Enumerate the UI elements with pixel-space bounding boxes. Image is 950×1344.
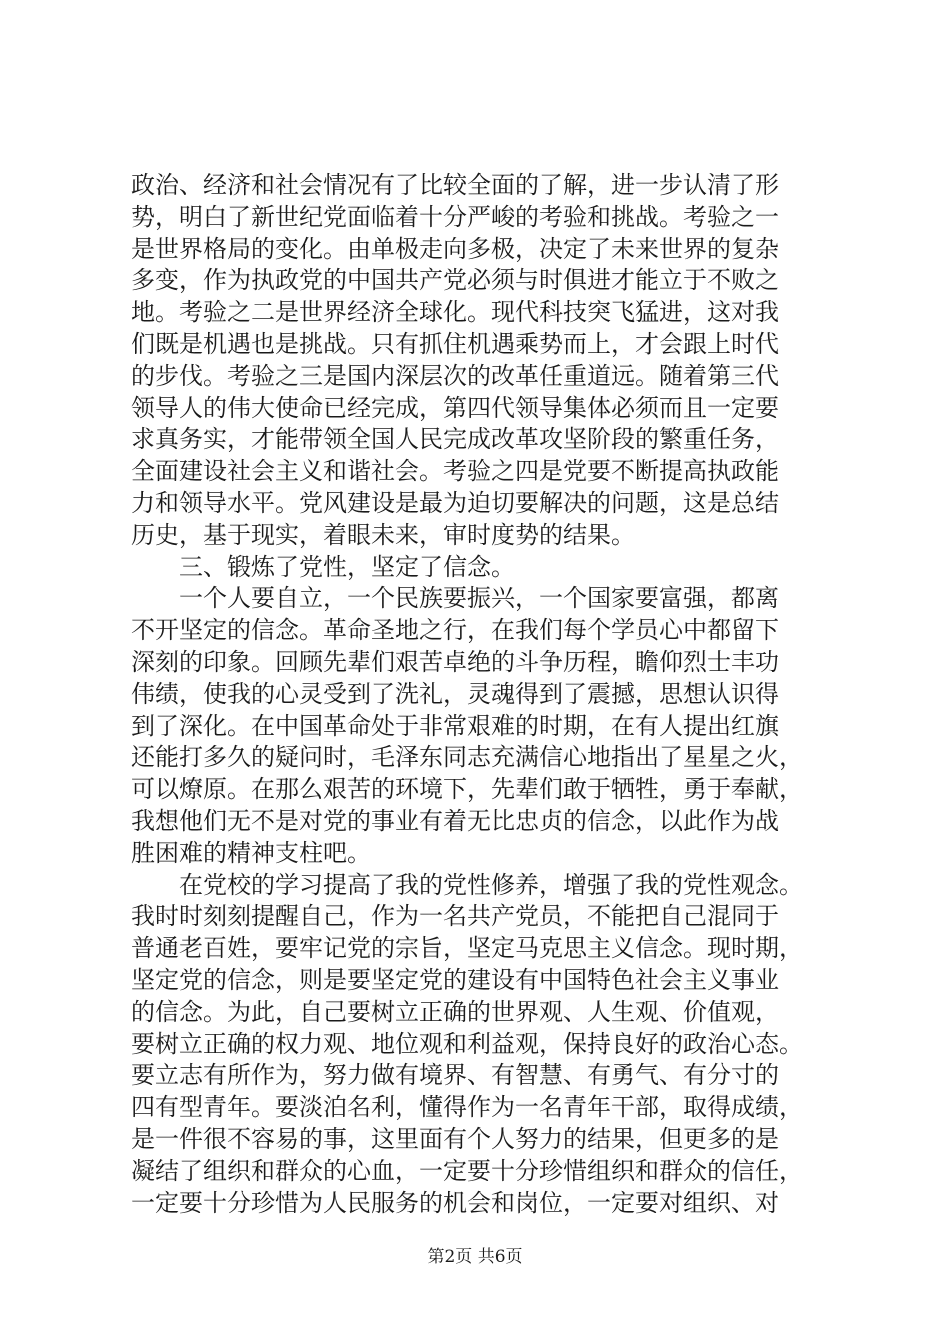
text-line: 坚定党的信念，则是要坚定党的建设有中国特色社会主义事业 (131, 965, 779, 994)
text-line: 全面建设社会主义和谐社会。考验之四是党要不断提高执政能 (131, 457, 779, 486)
text-line: 不开坚定的信念。革命圣地之行，在我们每个学员心中都留下 (131, 616, 779, 645)
text-line: 势，明白了新世纪党面临着十分严峻的考验和挑战。考验之一 (131, 202, 779, 231)
text-line: 可以燎原。在那么艰苦的环境下，先辈们敢于牺牲，勇于奉献， (131, 775, 803, 804)
text-line: 是一件很不容易的事，这里面有个人努力的结果，但更多的是 (131, 1124, 779, 1153)
text-line: 要树立正确的权力观、地位观和利益观，保持良好的政治心态。 (131, 1029, 803, 1058)
text-line: 力和领导水平。党风建设是最为迫切要解决的问题，这是总结 (131, 488, 779, 517)
text-line: 深刻的印象。回顾先辈们艰苦卓绝的斗争历程，瞻仰烈士丰功 (131, 647, 779, 676)
text-line: 凝结了组织和群众的心血，一定要十分珍惜组织和群众的信任， (131, 1156, 803, 1185)
text-line: 伟绩，使我的心灵受到了洗礼，灵魂得到了震撼，思想认识得 (131, 679, 779, 708)
text-line: 们既是机遇也是挑战。只有抓住机遇乘势而上，才会跟上时代 (131, 329, 779, 358)
text-line: 我时时刻刻提醒自己，作为一名共产党员，不能把自己混同于 (131, 902, 779, 931)
text-line: 领导人的伟大使命已经完成，第四代领导集体必须而且一定要 (131, 393, 779, 422)
text-line: 一个人要自立，一个民族要振兴，一个国家要富强，都离 (131, 584, 779, 613)
text-line: 的步伐。考验之三是国内深层次的改革任重道远。随着第三代 (131, 361, 779, 390)
text-line: 要立志有所作为，努力做有境界、有智慧、有勇气、有分寸的 (131, 1061, 779, 1090)
text-line: 胜困难的精神支柱吧。 (131, 838, 371, 867)
text-line: 我想他们无不是对党的事业有着无比忠贞的信念，以此作为战 (131, 806, 779, 835)
text-line: 是世界格局的变化。由单极走向多极，决定了未来世界的复杂 (131, 234, 779, 263)
text-line: 历史，基于现实，着眼未来，审时度势的结果。 (131, 520, 635, 549)
text-line: 一定要十分珍惜为人民服务的机会和岗位，一定要对组织、对 (131, 1188, 779, 1217)
text-line: 普通老百姓，要牢记党的宗旨，坚定马克思主义信念。现时期， (131, 934, 803, 963)
document-body (131, 170, 861, 1219)
section-heading: 三、锻炼了党性，坚定了信念。 (131, 552, 515, 581)
text-line: 政治、经济和社会情况有了比较全面的了解，进一步认清了形 (131, 171, 779, 199)
text-line: 求真务实，才能带领全国人民完成改革攻坚阶段的繁重任务， (131, 425, 779, 454)
page-footer: 第2页 共6页 (427, 1247, 523, 1267)
text-line: 四有型青年。要淡泊名利，懂得作为一名青年干部，取得成绩， (131, 1093, 803, 1122)
text-line: 到了深化。在中国革命处于非常艰难的时期，在有人提出红旗 (131, 711, 779, 740)
text-line: 多变，作为执政党的中国共产党必须与时俱进才能立于不败之 (131, 266, 779, 295)
text-line: 地。考验之二是世界经济全球化。现代科技突飞猛进，这对我 (131, 298, 779, 327)
text-line: 的信念。为此，自己要树立正确的世界观、人生观、价值观， (131, 997, 779, 1026)
text-line: 还能打多久的疑问时，毛泽东同志充满信心地指出了星星之火， (131, 743, 803, 772)
text-line: 在党校的学习提高了我的党性修养，增强了我的党性观念。 (131, 870, 803, 899)
